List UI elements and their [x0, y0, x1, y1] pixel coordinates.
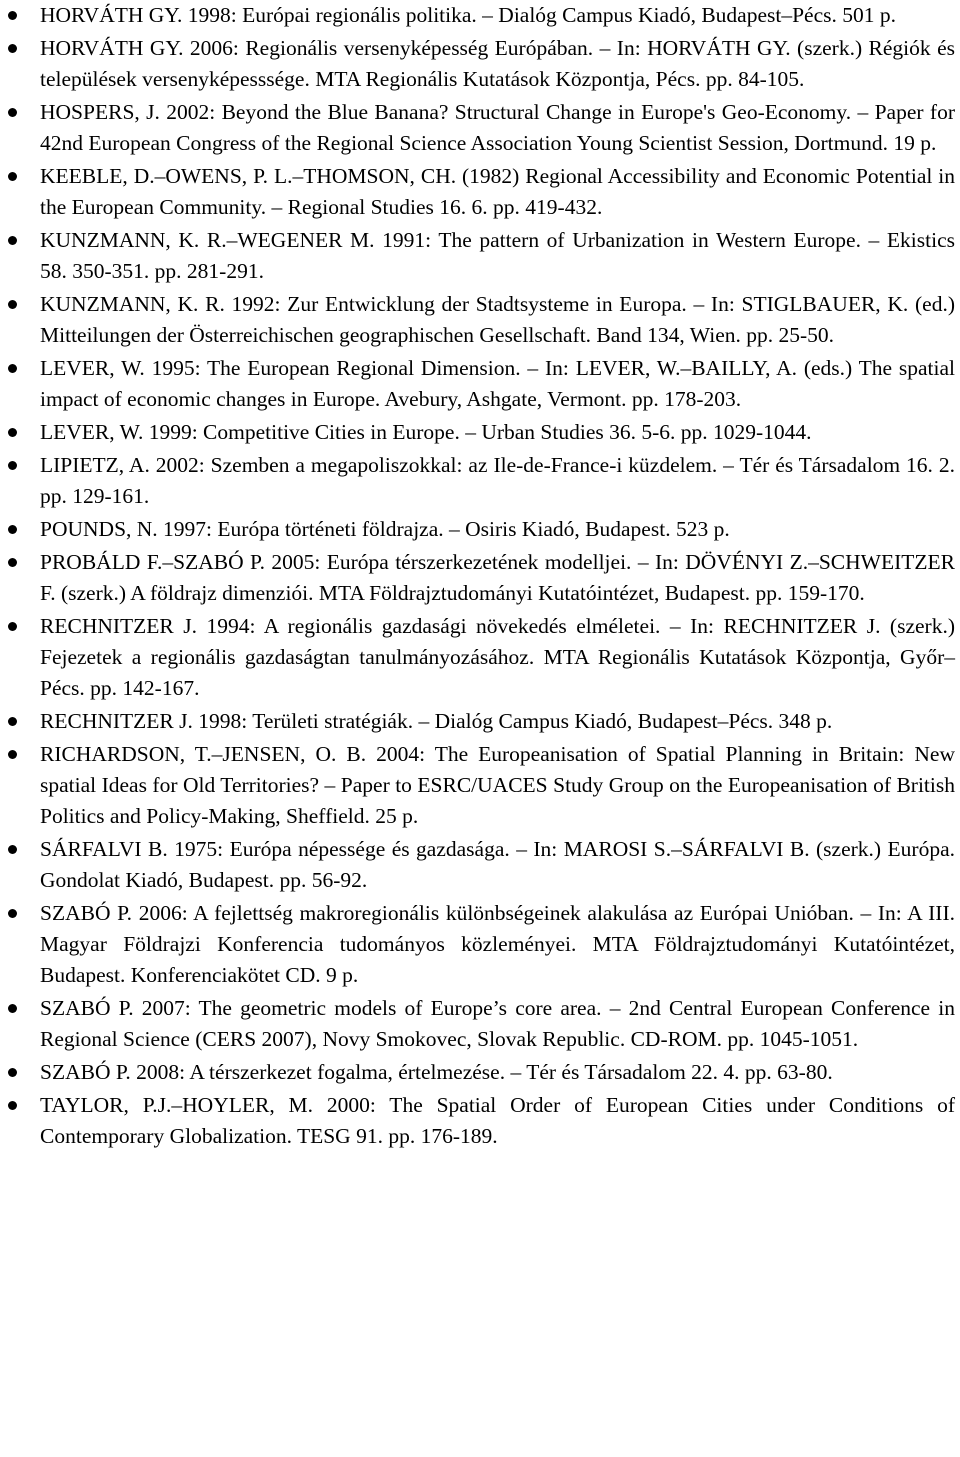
bullet-icon — [6, 706, 18, 737]
bullet-icon — [6, 1090, 18, 1121]
reference-item — [0, 898, 960, 991]
reference-text: KUNZMANN, K. R. 1992: Zur Entwicklung der Stadtsysteme in Europa. – In: STIGLBAUER, K. (ed.) Mitteilungen der Österreichischen geographischen Gesellschaft. Band 134, Wien. pp. 25-50. — [40, 292, 955, 347]
reference-item — [0, 0, 960, 31]
bullet-icon — [6, 225, 18, 256]
reference-text: RECHNITZER J. 1998: Területi stratégiák. – Dialóg Campus Kiadó, Budapest–Pécs. 348 p. — [40, 709, 833, 733]
reference-text: PROBÁLD F.–SZABÓ P. 2005: Európa térszerkezetének modelljei. – In: DÖVÉNYI Z.–SCHWEITZER F. (szerk.) A földrajz dimenziói. MTA Földrajztudományi Kutatóintézet, Budapest. pp. 159-170. — [40, 550, 955, 605]
reference-item — [0, 289, 960, 351]
reference-item — [0, 547, 960, 609]
reference-text: HOSPERS, J. 2002: Beyond the Blue Banana? Structural Change in Europe's Geo-Economy. – Paper for 42nd European Congress of the Regional Science Association Young Scientist Session, Dortmund. 19 p. — [40, 100, 955, 155]
bullet-icon — [6, 353, 18, 384]
reference-item — [0, 1057, 960, 1088]
bullet-icon — [6, 514, 18, 545]
reference-item — [0, 706, 960, 737]
reference-item — [0, 1090, 960, 1152]
bullet-icon — [6, 898, 18, 929]
reference-item — [0, 450, 960, 512]
bullet-icon — [6, 417, 18, 448]
reference-text: KEEBLE, D.–OWENS, P. L.–THOMSON, CH. (1982) Regional Accessibility and Economic Potential in the European Community. – Regional Studies 16. 6. pp. 419-432. — [40, 164, 955, 219]
bullet-icon — [6, 161, 18, 192]
reference-item — [0, 514, 960, 545]
reference-text: RICHARDSON, T.–JENSEN, O. B. 2004: The Europeanisation of Spatial Planning in Britain: New spatial Ideas for Old Territories? – Paper to ESRC/UACES Study Group on the Europeanisation of British Politics and Policy-Making, Sheffield. 25 p. — [40, 742, 955, 828]
reference-item — [0, 993, 960, 1055]
reference-text: SZABÓ P. 2008: A térszerkezet fogalma, értelmezése. – Tér és Társadalom 22. 4. pp. 63-80. — [40, 1060, 833, 1084]
reference-text: HORVÁTH GY. 2006: Regionális versenyképesség Európában. – In: HORVÁTH GY. (szerk.) Régiók és települések versenyképesssége. MTA Regionális Kutatások Központja, Pécs. pp. 84-105. — [40, 36, 955, 91]
reference-text: KUNZMANN, K. R.–WEGENER M. 1991: The pattern of Urbanization in Western Europe. – Ekistics 58. 350-351. pp. 281-291. — [40, 228, 955, 283]
reference-item — [0, 611, 960, 704]
reference-text: POUNDS, N. 1997: Európa történeti földrajza. – Osiris Kiadó, Budapest. 523 p. — [40, 517, 730, 541]
reference-text: LEVER, W. 1995: The European Regional Dimension. – In: LEVER, W.–BAILLY, A. (eds.) The spatial impact of economic changes in Europe. Avebury, Ashgate, Vermont. pp. 178-203. — [40, 356, 955, 411]
bullet-icon — [6, 1057, 18, 1088]
bullet-icon — [6, 611, 18, 642]
bullet-icon — [6, 33, 18, 64]
reference-item — [0, 417, 960, 448]
bullet-icon — [6, 739, 18, 770]
reference-item — [0, 33, 960, 95]
reference-text: SZABÓ P. 2007: The geometric models of Europe’s core area. – 2nd Central European Conference in Regional Science (CERS 2007), Novy Smokovec, Slovak Republic. CD-ROM. pp. 1045-1051. — [40, 996, 955, 1051]
reference-text: RECHNITZER J. 1994: A regionális gazdasági növekedés elméletei. – In: RECHNITZER J. (szerk.) Fejezetek a regionális gazdaságtan tanulmányozásához. MTA Regionális Kutatások Központja, Győr–Pécs. pp. 142-167. — [40, 614, 955, 700]
reference-item — [0, 739, 960, 832]
reference-item — [0, 225, 960, 287]
reference-item — [0, 97, 960, 159]
bullet-icon — [6, 834, 18, 865]
reference-text: TAYLOR, P.J.–HOYLER, M. 2000: The Spatial Order of European Cities under Conditions of Contemporary Globalization. TESG 91. pp. 176-189. — [40, 1093, 955, 1148]
reference-item — [0, 161, 960, 223]
reference-text: SZABÓ P. 2006: A fejlettség makroregionális különbségeinek alakulása az Európai Unióban. – In: A III. Magyar Földrajzi Konferencia tudományos közleményei. MTA Földrajztudományi Kutatóintézet, Budapest. Konferenciakötet CD. 9 p. — [40, 901, 955, 987]
reference-item — [0, 834, 960, 896]
reference-text: LIPIETZ, A. 2002: Szemben a megapoliszokkal: az Ile-de-France-i küzdelem. – Tér és Társadalom 16. 2. pp. 129-161. — [40, 453, 955, 508]
reference-text: LEVER, W. 1999: Competitive Cities in Europe. – Urban Studies 36. 5-6. pp. 1029-1044. — [40, 420, 812, 444]
bullet-icon — [6, 450, 18, 481]
bullet-icon — [6, 993, 18, 1024]
reference-text: HORVÁTH GY. 1998: Európai regionális politika. – Dialóg Campus Kiadó, Budapest–Pécs. 501 p. — [40, 3, 897, 27]
reference-item — [0, 353, 960, 415]
bullet-icon — [6, 0, 18, 31]
bullet-icon — [6, 97, 18, 128]
bullet-icon — [6, 547, 18, 578]
bullet-icon — [6, 289, 18, 320]
reference-text: SÁRFALVI B. 1975: Európa népessége és gazdasága. – In: MAROSI S.–SÁRFALVI B. (szerk.) Európa. Gondolat Kiadó, Budapest. pp. 56-92. — [40, 837, 955, 892]
